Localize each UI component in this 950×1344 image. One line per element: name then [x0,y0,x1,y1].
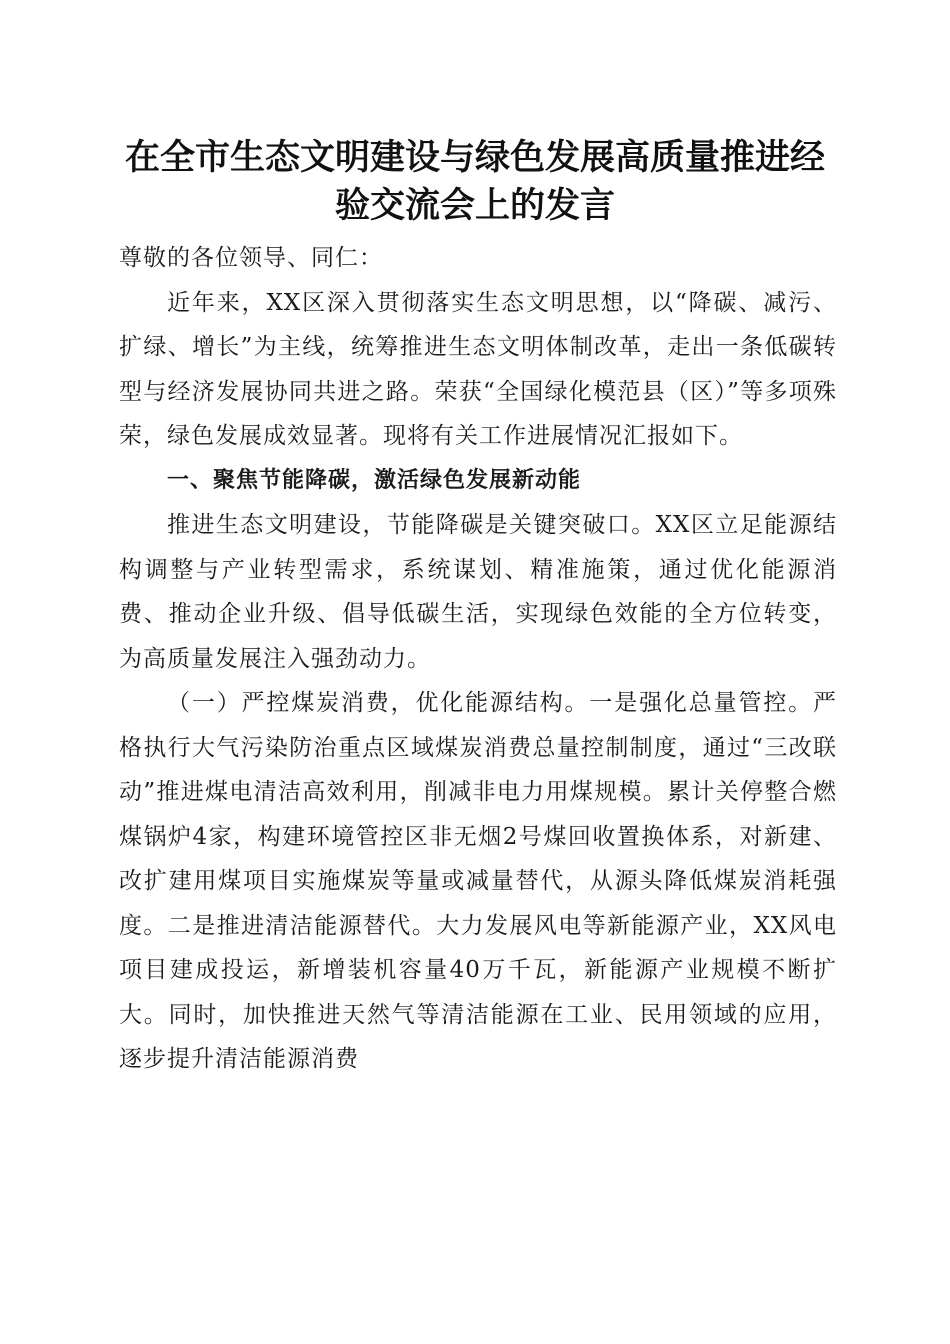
document-title [100,134,850,230]
subsection-1-paragraph [119,681,837,1082]
intro-paragraph: 近年来，XX区深入贯彻落实生态文明思想，以“降碳、减污、扩绿、增长”为主线，统筹推进生态文明体制改革，走出一条低碳转型与经济发展协同共进之路。荣获“全国绿化模范县（区）”等多项殊荣，绿色发展成效显著。现将有关工作进展情况汇报如下。 [119,289,837,449]
document-body [119,236,837,1082]
section-1-heading: 一、聚焦节能降碳，激活绿色发展新动能 [167,467,582,493]
section-1-paragraph: 推进生态文明建设，节能降碳是关键突破口。XX区立足能源结构调整与产业转型需求，系统谋划、精准施策，通过优化能源消费、推动企业升级、倡导低碳生活，实现绿色效能的全方位转变，为高质量发展注入强劲动力。 [119,512,837,672]
subsection-1-text: 一是强化总量管控。严格执行大气污染防治重点区域煤炭消费总量控制制度，通过“三改联动”推进煤电清洁高效利用，削减非电力用煤规模。累计关停整合燃煤锅炉4家，构建环境管控区非无烟2号煤回收置换体系，对新建、改扩建用煤项目实施煤炭等量或减量替代，从源头降低煤炭消耗强度。二是推进清洁能源替代。大力发展风电等新能源产业，XX风电项目建成投运，新增装机容量40万千瓦，新能源产业规模不断扩大。同时，加快推进天然气等清洁能源在工业、民用领域的应用，逐步提升清洁能源消费 [119,690,838,1072]
title-line-2: 验交流会上的发言 [334,185,615,226]
subsection-1-heading: （一）严控煤炭消费，优化能源结构。 [167,690,590,716]
salutation: 尊敬的各位领导、同仁： [119,245,383,271]
title-line-1: 在全市生态文明建设与绿色发展高质量推进经 [124,137,825,178]
